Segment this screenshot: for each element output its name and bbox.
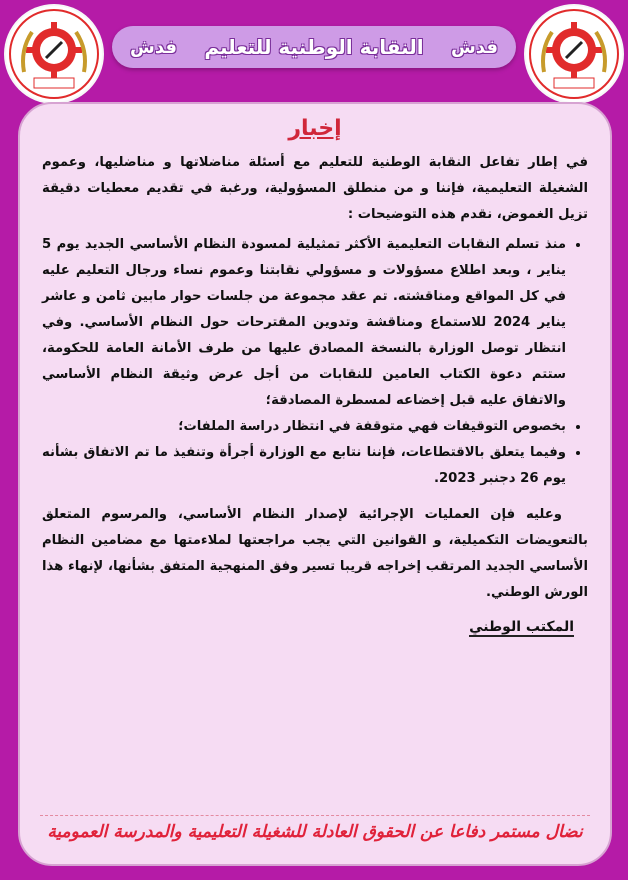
union-gear-wheat-logo-icon	[6, 6, 102, 102]
union-gear-wheat-logo-icon	[526, 6, 622, 102]
conclusion-paragraph: وعليه فإن العمليات الإجرائية لإصدار النظام الأساسي، والمرسوم المتعلق بالتعويضات التكميلية، و القوانين التي يجب مراجعتها لملاءمتها مع مضامين النظام الأساسي الجديد المرتقب إخراجه قريبا تسير وفق المنهجية المتفق بشأنها، لإنهاء هذا الورش الوطني.	[42, 507, 588, 600]
signature-block	[42, 614, 588, 640]
short-name-left: فدش	[130, 36, 178, 58]
list-item: • بخصوص التوقيفات فهي متوقفة في انتظار دراسة الملفات؛	[42, 414, 566, 440]
list-item: • منذ تسلم النقابات التعليمية الأكثر تمثيلية لمسودة النظام الأساسي الجديد يوم 5 يناير ، وبعد اطلاع مسؤولات و مسؤولي نقابتنا وعموم نساء ورجال التعليم عليه في كل المواقع ومناقشته. تم عقد مجموعة من جلسات حوار مابين ثامن و عاشر يناير 2024 للاستماع ومناقشة وتدوين المقترحات حول النظام الأساسي. وفي انتظار توصل الوزارة بالنسخة المصادق عليها من طرف الأمانة العامة للحكومة، ستتم دعوة الكتاب العامين للنقابات من أجل عرض وثيقة النظام الأساسي والاتفاق عليه قبل إخضاعه لمسطرة المصادقة؛	[42, 232, 566, 414]
document-title: إخبار	[288, 116, 342, 141]
union-logo-right	[526, 6, 622, 102]
signature: المكتب الوطني	[469, 619, 574, 635]
list-item: • وفيما يتعلق بالاقتطاعات، فإننا نتابع مع الوزارة أجرأة وتنفيذ ما تم الاتفاق بشأنه يوم 26 دجنبر 2023.	[42, 440, 566, 492]
page-title: النقابة الوطنية للتعليم	[204, 35, 424, 59]
union-logo-left	[6, 6, 102, 102]
header-banner	[112, 26, 516, 68]
footer-motto: نضال مستمر دفاعا عن الحقوق العادلة للشغيلة التعليمية والمدرسة العمومية	[40, 815, 590, 842]
bullet-list	[42, 232, 588, 492]
short-name-right: فدش	[450, 36, 498, 58]
intro-paragraph: في إطار تفاعل النقابة الوطنية للتعليم مع أسئلة مناضلاتها و مناضليها، وعموم الشغيلة التعليمية، فإننا و من منطلق المسؤولية، ورغبة في تقديم معطيات دقيقة تزيل الغموض، نقدم هذه التوضيحات :	[42, 155, 588, 222]
document-panel	[18, 102, 612, 866]
document-body	[20, 104, 610, 640]
